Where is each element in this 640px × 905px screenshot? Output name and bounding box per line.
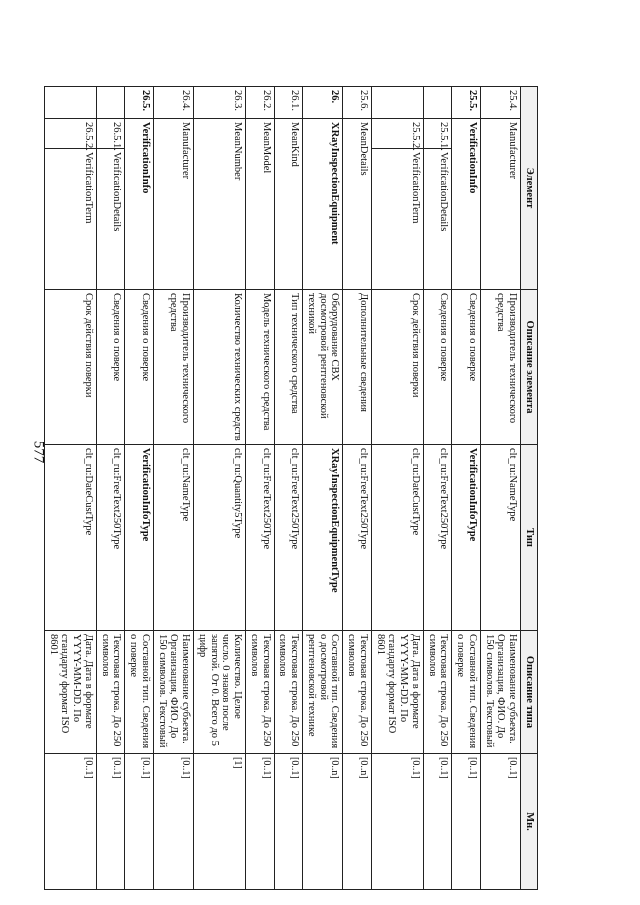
table-row	[303, 87, 343, 890]
table-row	[45, 87, 97, 890]
table-row	[372, 87, 424, 890]
row-subnumber: 26.5.2.	[45, 119, 97, 149]
multiplicity: [1]	[194, 754, 246, 890]
type-description: Количество. Целое число. 0 знаков после запятой. От 0. Всего до 5 цифр	[194, 631, 246, 754]
header-element: Элемент	[521, 87, 538, 290]
row-number: 26.4.	[154, 87, 194, 119]
type-description: Текстовая строка. До 250 символов	[246, 631, 275, 754]
multiplicity: [0..1]	[372, 754, 424, 890]
type-description: Текстовая строка. До 250 символов	[97, 631, 126, 754]
type-name: clt_ru:FreeText250Type	[343, 445, 372, 631]
element-description: Оборудование СВХ досмотровой рентгеновской техникой	[303, 290, 343, 445]
header-multiplicity: Мн.	[521, 754, 538, 890]
row-number	[372, 87, 424, 119]
element-description: Сведения о поверке	[424, 290, 453, 445]
type-description: Составной тип. Сведения о поверке	[125, 631, 154, 754]
multiplicity: [0..1]	[274, 754, 303, 890]
type-name: clt_ru:FreeText250Type	[274, 445, 303, 631]
row-number	[97, 87, 126, 119]
table-row	[274, 87, 303, 890]
element-name: MeanKind	[274, 119, 303, 290]
type-description: Текстовая строка. До 250 символов	[343, 631, 372, 754]
type-description: Дата. Дата в формате YYYY-MM-DD. По стандарту формат ISO 8601	[372, 631, 424, 754]
multiplicity: [0..1]	[125, 754, 154, 890]
multiplicity: [0..1]	[424, 754, 453, 890]
type-name: clt_ru:DateCustType	[372, 445, 424, 631]
element-description: Срок действия поверки	[45, 290, 97, 445]
row-subnumber: 25.5.1.	[424, 119, 453, 149]
table-row	[424, 87, 453, 890]
type-name: clt_ru:NameType	[481, 445, 521, 631]
header-element-description: Описание элемента	[521, 290, 538, 445]
row-subnumber: 25.5.2.	[372, 119, 424, 149]
row-number: 25.4.	[481, 87, 521, 119]
multiplicity: [0..1]	[481, 754, 521, 890]
multiplicity: [0..1]	[154, 754, 194, 890]
multiplicity: [0..1]	[246, 754, 275, 890]
element-name: VerificationTerm	[45, 149, 97, 290]
type-name: clt_ru:Quantity5Type	[194, 445, 246, 631]
row-number: 25.6.	[343, 87, 372, 119]
element-description: Сведения о поверке	[452, 290, 481, 445]
table-row	[246, 87, 275, 890]
table-row	[125, 87, 154, 890]
type-description: Составной тип. Сведения о досмотровой рентгеновской технике	[303, 631, 343, 754]
element-description: Дополнительные сведения	[343, 290, 372, 445]
row-number: 25.5.	[452, 87, 481, 119]
element-description: Количество технических средств	[194, 290, 246, 445]
multiplicity: [0..n]	[343, 754, 372, 890]
multiplicity: [0..n]	[303, 754, 343, 890]
type-name: VerificationInfoType	[452, 445, 481, 631]
header-type: Тип	[521, 445, 538, 631]
type-description: Наименование субъекта. Организация, ФИО. До 150 символов. Текстовый	[481, 631, 521, 754]
header-row	[521, 87, 538, 890]
row-number: 26.3.	[194, 87, 246, 119]
row-number: 26.2.	[246, 87, 275, 119]
type-name: XRayInspectionEquipmentType	[303, 445, 343, 631]
row-number: 26.1.	[274, 87, 303, 119]
element-name: VerificationInfo	[452, 119, 481, 290]
table-row	[343, 87, 372, 890]
type-name: clt_ru:DateCustType	[45, 445, 97, 631]
multiplicity: [0..1]	[45, 754, 97, 890]
type-description: Текстовая строка. До 250 символов	[274, 631, 303, 754]
element-name: VerificationTerm	[372, 149, 424, 290]
table-row	[97, 87, 126, 890]
table-rotation-frame	[47, 86, 538, 889]
element-name: MeanModel	[246, 119, 275, 290]
rotated-table-container	[47, 86, 538, 889]
element-name: VerificationDetails	[97, 149, 126, 290]
type-description: Текстовая строка. До 250 символов	[424, 631, 453, 754]
page-number: 577	[30, 440, 47, 464]
element-description: Сведения о поверке	[97, 290, 126, 445]
row-subnumber: 26.5.1.	[97, 119, 126, 149]
element-name: VerificationDetails	[424, 149, 453, 290]
element-name: Manufacturer	[481, 119, 521, 290]
element-description: Модель технического средства	[246, 290, 275, 445]
table-body	[45, 87, 521, 890]
element-name: MeanNumber	[194, 119, 246, 290]
type-name: clt_ru:NameType	[154, 445, 194, 631]
type-description: Наименование субъекта. Организация, ФИО. До 150 символов. Текстовый	[154, 631, 194, 754]
element-description: Срок действия поверки	[372, 290, 424, 445]
multiplicity: [0..1]	[452, 754, 481, 890]
type-name: clt_ru:FreeText250Type	[97, 445, 126, 631]
table-row	[452, 87, 481, 890]
header-type-description: Описание типа	[521, 631, 538, 754]
type-name: clt_ru:FreeText250Type	[424, 445, 453, 631]
table-row	[154, 87, 194, 890]
table-row	[194, 87, 246, 890]
element-name: MeanDetails	[343, 119, 372, 290]
type-description: Дата. Дата в формате YYYY-MM-DD. По стандарту формат ISO 8601	[45, 631, 97, 754]
element-description: Тип технического средства	[274, 290, 303, 445]
element-name: Manufacturer	[154, 119, 194, 290]
schema-table	[44, 86, 538, 890]
type-name: clt_ru:FreeText250Type	[246, 445, 275, 631]
element-description: Сведения о поверке	[125, 290, 154, 445]
multiplicity: [0..1]	[97, 754, 126, 890]
row-number	[45, 87, 97, 119]
type-description: Составной тип. Сведения о поверке	[452, 631, 481, 754]
table-row	[481, 87, 521, 890]
row-number: 26.	[303, 87, 343, 119]
row-number: 26.5.	[125, 87, 154, 119]
element-description: Производитель технического средства	[154, 290, 194, 445]
element-name: VerificationInfo	[125, 119, 154, 290]
type-name: VerificationInfoType	[125, 445, 154, 631]
element-name: XRayInspectionEquipment	[303, 119, 343, 290]
row-number	[424, 87, 453, 119]
element-description: Производитель технического средства	[481, 290, 521, 445]
